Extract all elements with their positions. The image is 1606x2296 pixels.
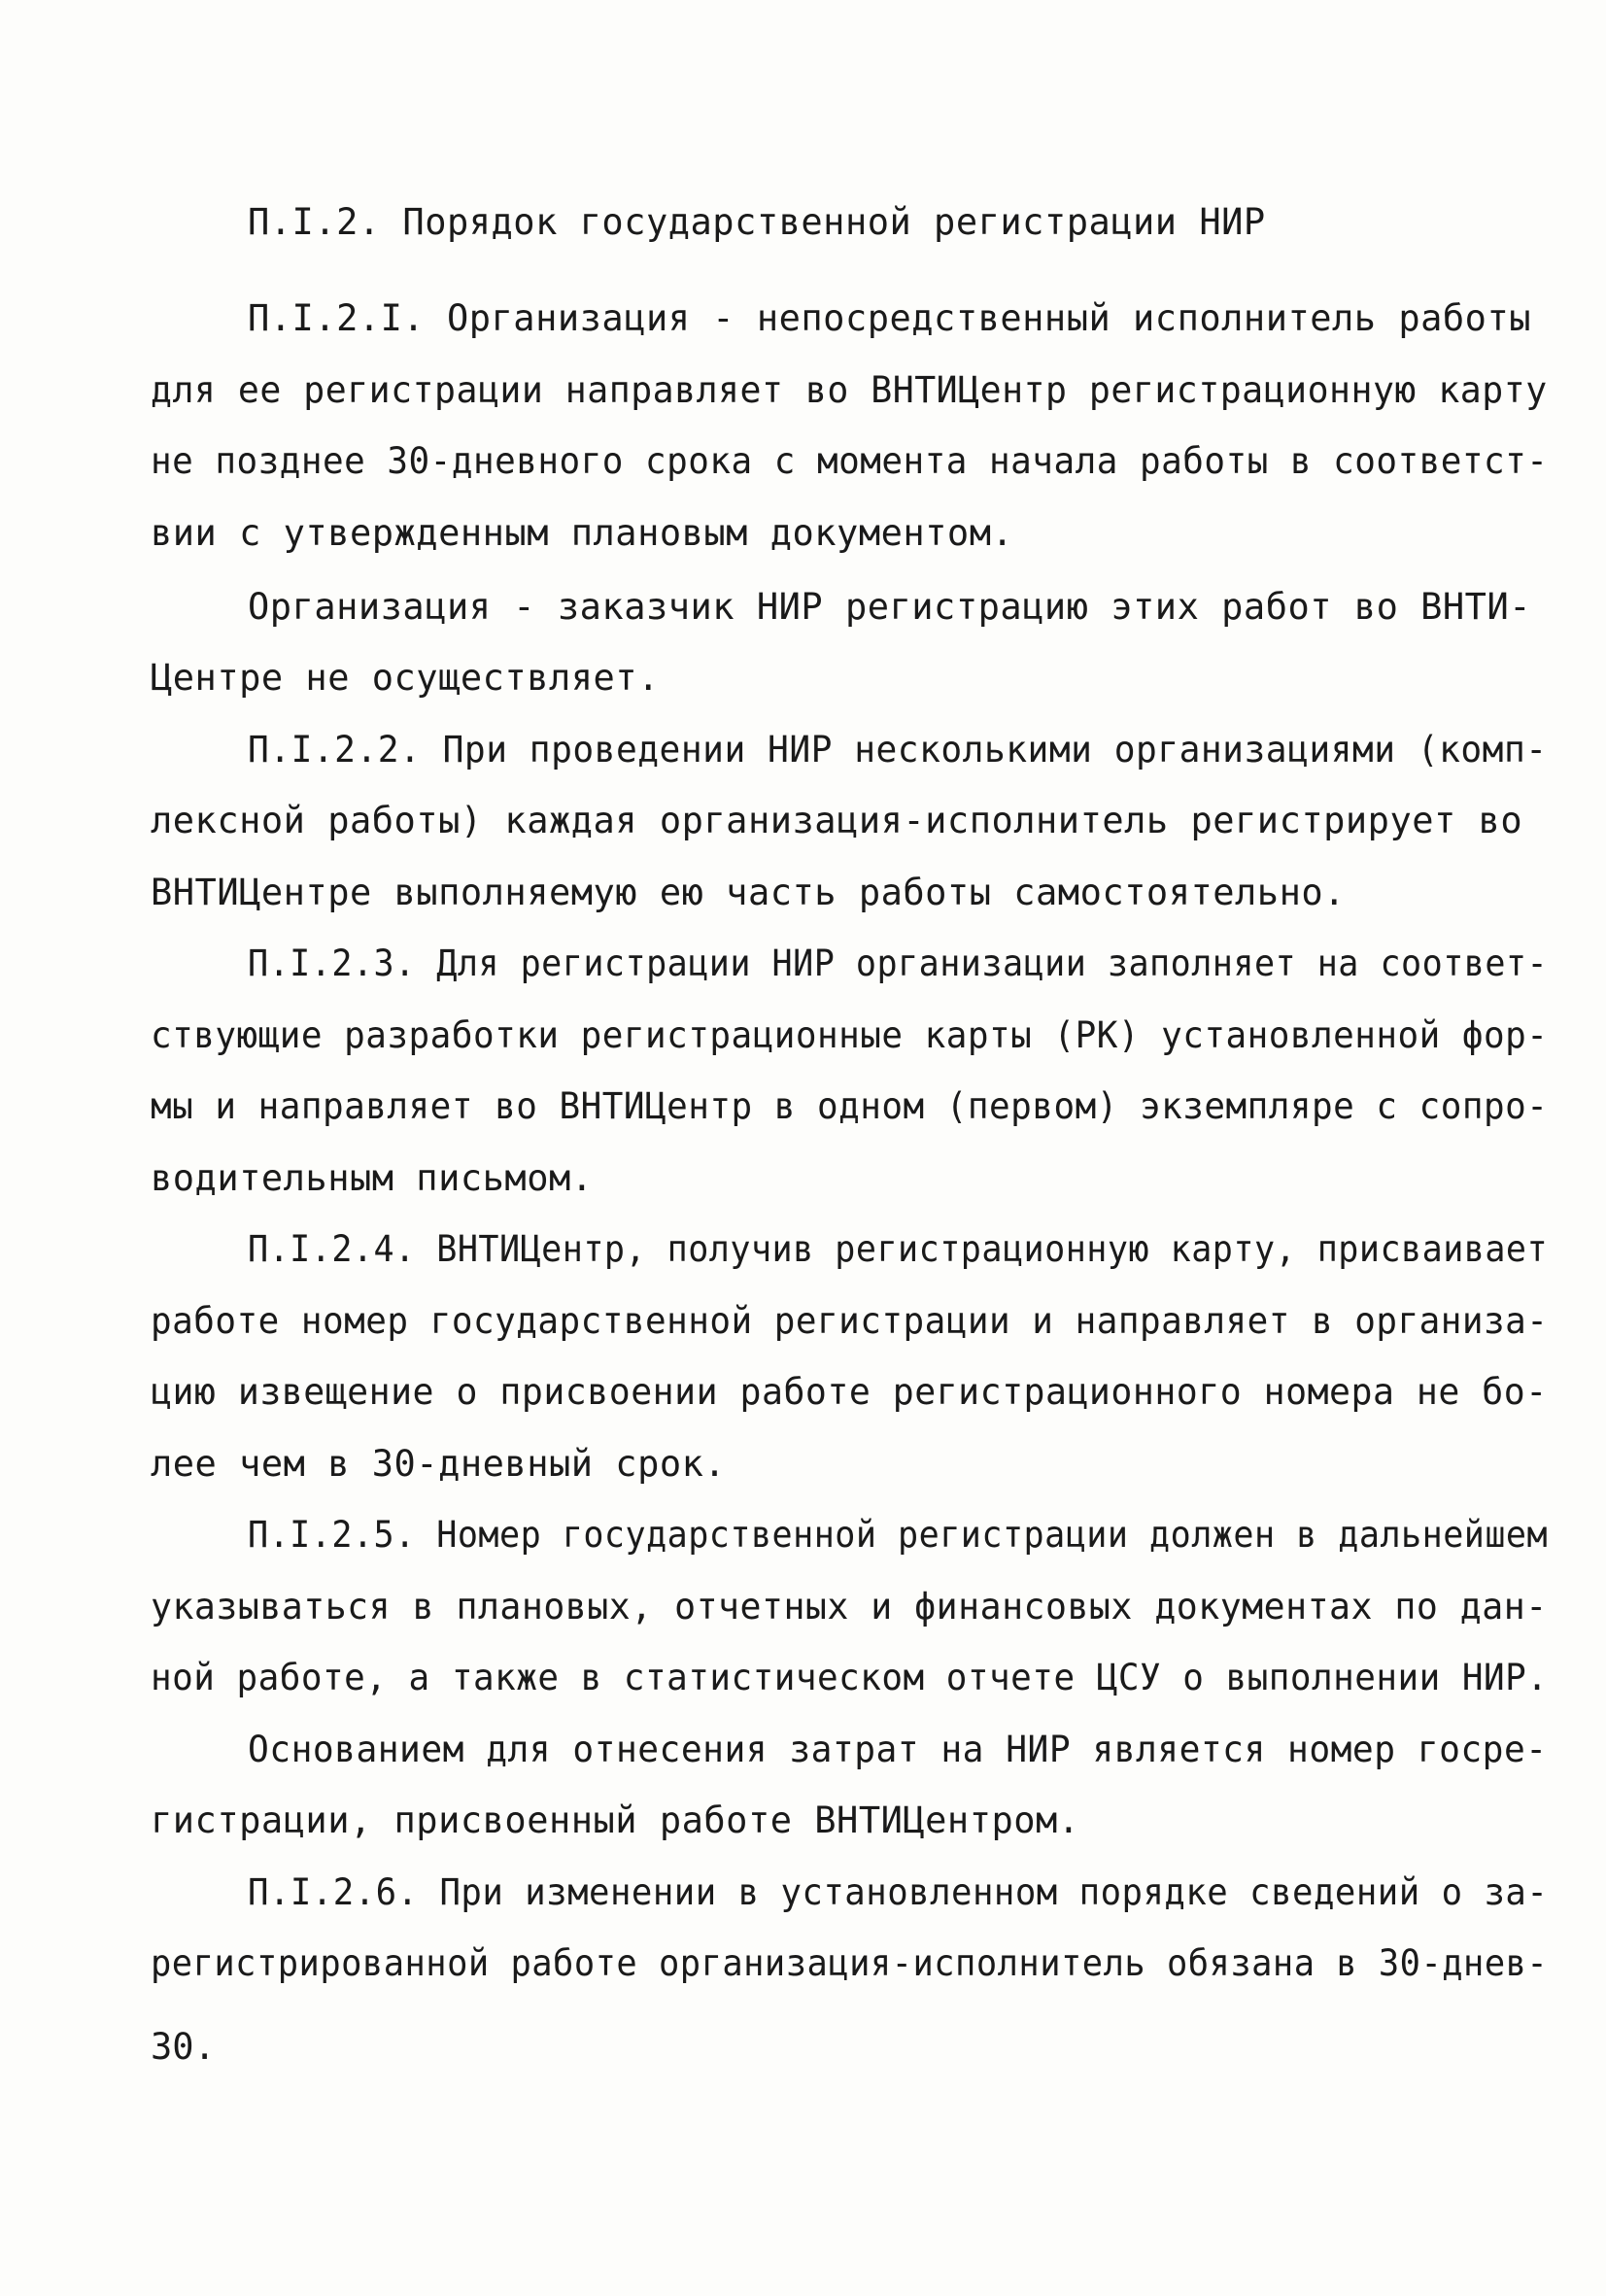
paragraph-line: П.I.2.6. При изменении в установленном порядке сведений о за- <box>248 1871 1549 1913</box>
paragraph-line: лее чем в 30-дневный срок. <box>151 1443 727 1485</box>
paragraph-line: вии с утвержденным плановым документом. <box>151 512 1014 554</box>
paragraph-line: Центре не осуществляет. <box>151 657 660 699</box>
paragraph-line: П.I.2.I. Организация - непосредственный исполнитель работы <box>248 297 1532 339</box>
paragraph-line: ствующие разработки регистрационные карты (РК) установленной фор- <box>151 1014 1549 1056</box>
paragraph-line: ной работе, а также в статистическом отчете ЦСУ о выполнении НИР. <box>151 1657 1549 1698</box>
paragraph-line: П.I.2.3. Для регистрации НИР организации заполняет на соответ- <box>248 942 1549 984</box>
paragraph-line: для ее регистрации направляет во ВНТИЦентр регистрационную карту <box>151 369 1548 411</box>
paragraph-line: П.I.2.4. ВНТИЦентр, получив регистрационную карту, присваивает <box>248 1228 1549 1270</box>
paragraph-line: Организация - заказчик НИР регистрацию этих работ во ВНТИ- <box>248 586 1532 628</box>
paragraph-line: регистрированной работе организация-исполнитель обязана в 30-днев- <box>151 1942 1549 1984</box>
paragraph-line: цию извещение о присвоении работе регистрационного номера не бо- <box>151 1371 1548 1413</box>
paragraph-line: водительным письмом. <box>151 1157 594 1199</box>
paragraph-line: ВНТИЦентре выполняемую ею часть работы самостоятельно. <box>151 872 1346 913</box>
page-number: 30. <box>151 2026 216 2068</box>
paragraph-line: Основанием для отнесения затрат на НИР является номер госре- <box>248 1729 1548 1770</box>
paragraph-line: мы и направляет во ВНТИЦентр в одном (первом) экземпляре с сопро- <box>151 1085 1549 1127</box>
paragraph-line: П.I.2.2. При проведении НИР несколькими организациями (комп- <box>248 729 1548 771</box>
paragraph-line: указываться в плановых, отчетных и финансовых документах по дан- <box>151 1586 1548 1628</box>
paragraph-line: не позднее 30-дневного срока с момента начала работы в соответст- <box>151 440 1549 482</box>
paragraph-line: работе номер государственной регистрации и направляет в организа- <box>151 1300 1549 1342</box>
paragraph-line: лексной работы) каждая организация-исполнитель регистрирует во <box>151 800 1523 841</box>
section-heading: П.I.2. Порядок государственной регистрации НИР <box>248 201 1266 243</box>
paragraph-line: П.I.2.5. Номер государственной регистрации должен в дальнейшем <box>248 1514 1549 1556</box>
paragraph-line: гистрации, присвоенный работе ВНТИЦентром. <box>151 1799 1080 1841</box>
